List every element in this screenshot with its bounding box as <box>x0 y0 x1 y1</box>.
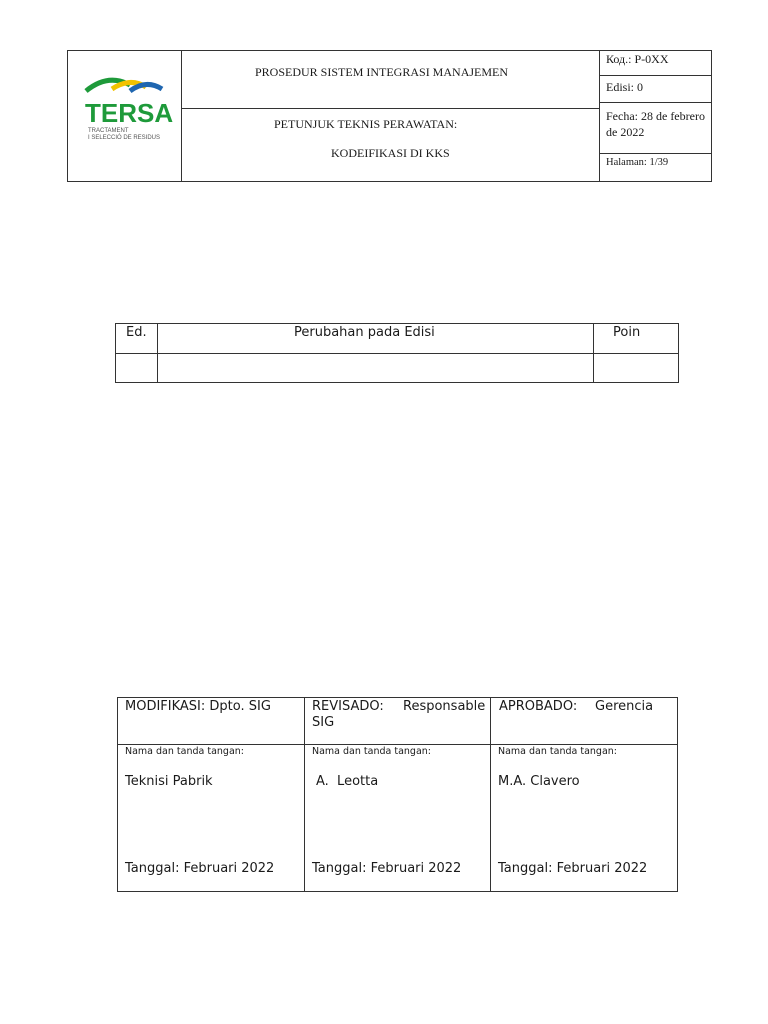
tersa-logo <box>68 51 181 181</box>
header-title-cell <box>181 51 600 181</box>
col-header-point: Poin <box>613 325 641 340</box>
logo-sub2: I SELECCIÓ DE RESIDUS <box>88 135 161 141</box>
doc-edition: Edisi: 0 <box>606 80 644 94</box>
approved-header-a: APROBADO: <box>499 699 578 714</box>
doc-page: Halaman: 1/39 <box>606 157 669 168</box>
logo-sub1: TRACTAMENT <box>88 128 129 134</box>
logo-cell <box>68 51 182 181</box>
sign-label-2: Nama dan tanda tangan: <box>312 746 431 757</box>
doc-subtitle-1: PETUNJUK TEKNIS PERAWATAN: <box>274 117 458 131</box>
sign-label-1: Nama dan tanda tangan: <box>125 746 244 757</box>
doc-code: Код.: P-0XX <box>606 52 669 66</box>
revised-header-c: SIG <box>312 715 335 730</box>
doc-subtitle-2: KODEIFIKASI DI KKS <box>331 146 450 160</box>
signer-name-3: M.A. Clavero <box>498 774 580 789</box>
approved-header-b: Gerencia <box>595 699 654 714</box>
sign-label-3: Nama dan tanda tangan: <box>498 746 617 757</box>
modified-header: MODIFIKASI: Dpto. SIG <box>125 699 271 714</box>
doc-date-2: de 2022 <box>606 125 645 139</box>
signer-name-1: Teknisi Pabrik <box>125 774 213 789</box>
header-meta-cell <box>600 51 712 181</box>
doc-date-1: Fecha: 28 de febrero <box>606 109 705 123</box>
revised-header-a: REVISADO: <box>312 699 384 714</box>
signer-name-2: A. Leotta <box>316 774 379 789</box>
edition-table <box>115 323 679 383</box>
document-header <box>67 50 712 182</box>
doc-title: PROSEDUR SISTEM INTEGRASI MANAJEMEN <box>255 65 509 79</box>
col-header-ed: Ed. <box>126 325 147 340</box>
col-header-changes: Perubahan pada Edisi <box>294 325 435 340</box>
logo-wordmark: TERSA <box>85 98 174 128</box>
sign-date-2: Tanggal: Februari 2022 <box>312 861 462 876</box>
revised-header-b: Responsable <box>403 699 486 714</box>
approval-table <box>117 697 678 892</box>
sign-date-3: Tanggal: Februari 2022 <box>498 861 648 876</box>
sign-date-1: Tanggal: Februari 2022 <box>125 861 275 876</box>
